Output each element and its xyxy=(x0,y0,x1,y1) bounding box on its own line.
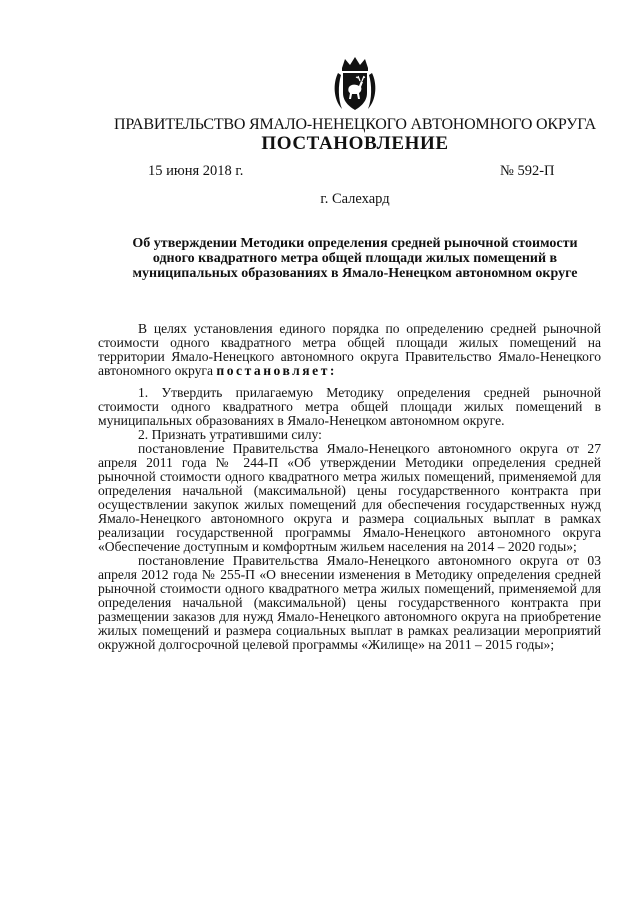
paragraph-2: 2. Признать утратившими силу: xyxy=(138,427,322,442)
document-body xyxy=(98,322,601,652)
document-title: ПОСТАНОВЛЕНИЕ xyxy=(261,133,449,154)
document-subject: Об утверждении Методики определения средней рыночной стоимости одного квадратного метра общей площади жилых помещений в муниципальных образованиях в Ямало-Ненецком автономном округе xyxy=(132,236,578,281)
paragraph-3: постановление Правительства Ямало-Ненецкого автономного округа от 27 апреля 2011 года № 244-П «Об утверждении Методики определения средней рыночной стоимости одного квадратного метра жилых помещений, применяемой для определения начальной (максимальной) цены государственного контракта при осуществлении закупок жилых помещений для обеспечения государственных нужд Ямало-Ненецкого автономного округа и размера социальных выплат в рамках реализации государственной программы Ямало-Ненецкого автономного округа «Обеспечение доступным и комфортным жильем населения на 2014 – 2020 годы»; xyxy=(98,441,601,554)
paragraph-1: 1. Утвердить прилагаемую Методику определения средней рыночной стоимости одного квадратного метра общей площади жилых помещений в муниципальных образованиях в Ямало-Ненецком автономном округе. xyxy=(98,385,601,428)
intro-text: В целях установления единого порядка по определению средней рыночной стоимости одного квадратного метра общей площади жилых помещений на территории Ямало-Ненецкого автономного округа Правительство Ямало-Ненецкого автономного округа xyxy=(98,321,601,378)
paragraph-4: постановление Правительства Ямало-Ненецкого автономного округа от 03 апреля 2012 года № 255-П «О внесении изменения в Методику определения средней рыночной стоимости одного квадратного метра жилых помещений, применяемой для определения начальной (максимальной) цены государственного контракта при размещении заказов для нужд Ямало-Ненецкого автономного округа на приобретение жилых помещений и размера социальных выплат в рамках реализации мероприятий окружной долгосрочной целевой программы «Жилище» на 2011 – 2015 годы»; xyxy=(98,553,601,652)
document-number: № 592-П xyxy=(500,163,555,179)
document-date: 15 июня 2018 г. xyxy=(148,163,244,179)
document-city: г. Салехард xyxy=(320,191,390,207)
coat-of-arms-icon xyxy=(332,55,378,113)
government-name: ПРАВИТЕЛЬСТВО ЯМАЛО-НЕНЕЦКОГО АВТОНОМНОГО ОКРУГА xyxy=(114,116,596,133)
intro-paragraph xyxy=(98,322,601,378)
resolves-word: постановляет: xyxy=(216,363,337,378)
